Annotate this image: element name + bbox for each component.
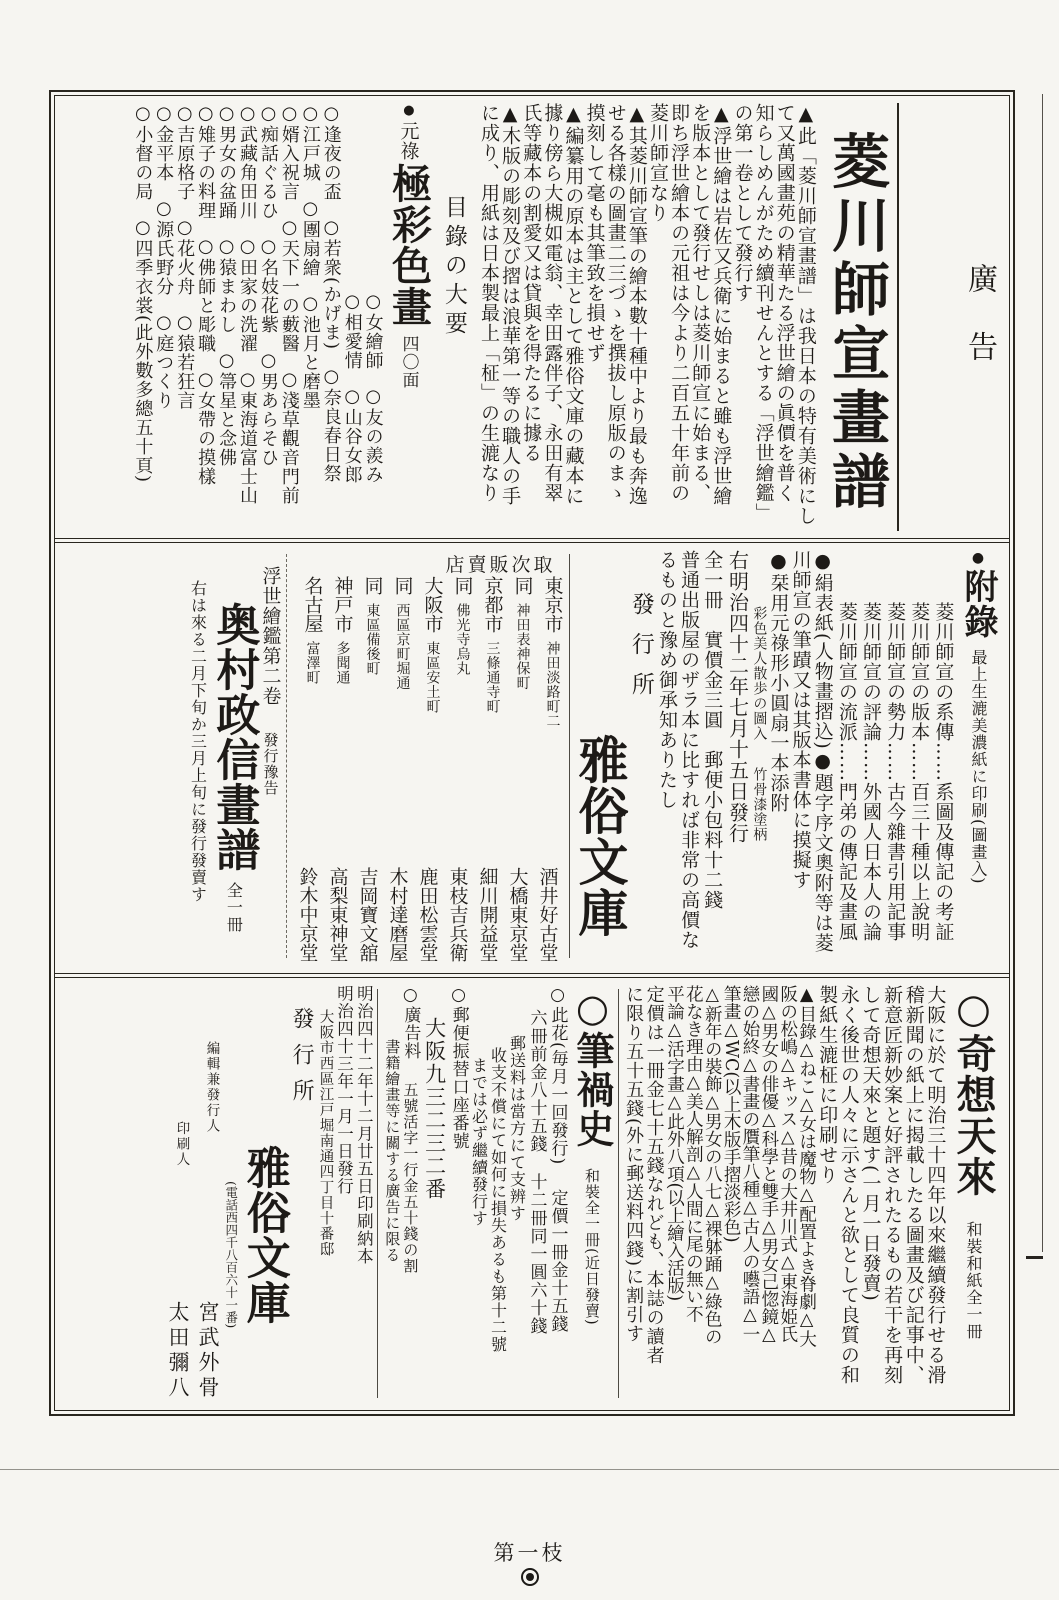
catalog-item: ○山谷女郎	[341, 386, 363, 484]
colophon-issued-date: 明治四十三年一月一日發行	[334, 985, 354, 1195]
catalog-item: ○雉子の料理	[195, 103, 217, 220]
section-hishikawa-moronobu	[55, 96, 1009, 538]
bullet-icon: ●	[970, 550, 986, 567]
catalog-item: ○佛師と彫職	[195, 236, 217, 353]
appendix-item: 菱川師宣の流派……門弟の傳記及畫風	[835, 602, 858, 942]
page-caption: 第一枝	[493, 1541, 566, 1565]
kisotenrai-index-column: △新年の裝飾△男女の八七△裸躰踊△綠色の	[702, 985, 723, 1345]
distributor-city: 神戸市	[331, 576, 354, 633]
distributor-entry	[442, 576, 472, 966]
catalog-item: ○江戸城	[299, 103, 321, 182]
catalog-column	[196, 103, 215, 531]
preview-label: 發行豫告	[261, 732, 280, 796]
postal-transfer-label: ○郵便振替口座番號	[448, 985, 469, 1150]
preview-volume: 全一冊	[224, 882, 244, 933]
catalog-column	[217, 103, 236, 531]
distributor-city: 東京市	[541, 576, 564, 633]
distributor-city: 名古屋	[301, 576, 324, 633]
distributors-section	[292, 550, 564, 966]
catalog-item: ○團扇繪	[299, 198, 321, 277]
distributor-name: 吉岡寶文舘	[356, 867, 379, 962]
catalog-item: ○池月と磨墨	[299, 293, 321, 410]
advertisement-frame	[49, 90, 1015, 1416]
distributor-name: 木村達磨屋	[386, 867, 409, 962]
konohana-price: 定價一冊金十五錢	[547, 1189, 568, 1334]
intro-column: ▲編纂用の原本は主として雅俗文庫の藏本に	[562, 103, 585, 506]
konohana-column	[548, 985, 566, 1407]
distributor-address: 東區備後町	[364, 603, 381, 676]
vertical-rule	[618, 989, 619, 1398]
kisotenrai-index-column: ▲目錄△ねこ△女は魔物△配置よき脊劇△大	[796, 985, 817, 1348]
catalog-item: ○婿入祝言	[278, 103, 300, 201]
catalog-item: ○天下一の藪醫	[278, 217, 300, 353]
ad-rate-note: 書籍繪畫等に關する廣告に限る	[383, 1039, 402, 1263]
distributor-address: 神田表神保町	[514, 603, 531, 690]
distributor-entry	[532, 576, 562, 966]
catalog-item: ○奈良春日祭	[320, 366, 342, 484]
konohana-prepay-6: 六冊前金八十五錢	[526, 1009, 547, 1153]
bookmark-detail: 竹骨漆塗柄	[751, 767, 768, 842]
kisotenrai-paragraph-column: 稽新聞の紙上に揭載したる圖畫及び記事中、	[902, 985, 925, 1385]
colophon-address: 大阪市西區江戸堀南通四丁目十番邸	[317, 1009, 334, 1257]
appendix-item: 菱川師宣の系傳……系圖及傳記の考証	[932, 602, 955, 942]
konohana-postage-note: 郵送料は當方にて支辨す	[507, 1035, 527, 1222]
distributor-entry	[502, 576, 532, 966]
konohana-continuation-note: 收支不償にて如何に損失あるも第十二號	[488, 1047, 508, 1353]
intro-column: 知らしめんがため續刊せんとする「浮世繪鑑」	[752, 103, 775, 523]
distributor-name: 大橋東京堂	[506, 867, 529, 962]
distributor-entry	[322, 576, 352, 966]
registration-mark-dot	[526, 1573, 534, 1581]
distributor-address: 東區安土町	[424, 641, 441, 714]
preview-series-column	[260, 550, 280, 966]
hikkashi-subtitle: 和裝全一冊(近日發賣)	[583, 1168, 601, 1326]
catalog-column	[154, 103, 173, 531]
appendix-title-column	[958, 550, 998, 966]
distributor-city: 京都市	[481, 576, 504, 633]
distributor-name: 酒井好古堂	[536, 867, 559, 962]
hikkashi-title: ○筆禍史	[570, 985, 615, 1148]
catalog-item: ○四季衣裳(此外數多總五十頁)	[132, 217, 154, 484]
vertical-rule	[377, 989, 378, 1398]
publisher-label: 發行所	[627, 592, 654, 712]
distributor-address: 神田淡路町二	[544, 641, 561, 728]
preview-series: 浮世繪鑑第二卷	[259, 566, 282, 706]
price-column: 全一冊 實價金三圓 郵便小包料十二錢	[701, 550, 724, 910]
distributor-city: 同	[361, 576, 384, 595]
catalog-item: ○花火舟	[174, 217, 196, 296]
main-title: 菱川師宣畫譜	[822, 131, 890, 515]
intro-column: せる各樣の圖畫二三づゝを撰拔し原版のまゝ	[604, 103, 627, 503]
catalog-item: ○猿まわし	[216, 236, 238, 334]
bookmark-detail-column	[751, 550, 766, 966]
advert-label: 廣告	[962, 263, 997, 399]
binding-note-column: ●絹表紙(人物畫摺込)●題字序文奧附等は菱	[811, 550, 834, 953]
catalog-era: 元祿	[397, 121, 420, 161]
distributor-entry	[472, 576, 502, 966]
kisotenrai-price-column: に限り五十五錢(外に郵送料四錢)に割引す	[623, 985, 645, 1344]
appendix-item: 菱川師宣の評論……外國人日本人の論	[859, 602, 882, 942]
kisotenrai-title-column	[950, 985, 997, 1407]
distributors-header: 取次販賣店	[445, 554, 556, 576]
catalog-item: ○相愛情	[341, 291, 363, 370]
catalog-count: 四〇面	[398, 335, 419, 389]
publication-date: 右明治四十二年七月十五日發行	[725, 550, 750, 844]
publisher-label: 發行所	[289, 1007, 315, 1115]
kisotenrai-subtitle: 和裝和紙全一冊	[964, 1221, 983, 1340]
distributor-entry	[382, 576, 412, 966]
catalog-item: ○猿若狂言	[174, 312, 196, 410]
konohana-prepay-column	[527, 985, 545, 1407]
catalog-title: 極彩色畫	[385, 163, 433, 327]
bookmark-note-column: ●栞用元祿形小圓扇一本添附	[767, 550, 790, 813]
distributor-address: 佛光寺烏丸	[454, 603, 471, 676]
distributor-city: 同	[511, 576, 534, 595]
distributor-name: 鹿田松雲堂	[416, 867, 439, 962]
preview-title-column	[208, 550, 260, 966]
intro-column: 菱川師宣なり	[646, 103, 669, 223]
distributor-address: 西區京町堀通	[394, 603, 411, 690]
kisotenrai-paragraph-column: 大阪に於て明治三十四年以來繼續發行せる滑	[924, 985, 947, 1385]
catalog-item: ○庭つくり	[153, 312, 175, 410]
price-note-column: るものと豫め御承知ありたし	[656, 550, 679, 810]
preview-title: 奥村政信畫譜	[208, 602, 260, 872]
distributor-address: 多聞通	[334, 641, 351, 685]
bookmark-detail: 彩色美人散歩の圖入	[751, 606, 768, 741]
catalog-column	[342, 103, 361, 531]
catalog-item: ○小督の局	[132, 103, 154, 201]
appendix-item: 菱川師宣の版本……百三十種以上說明	[908, 602, 931, 942]
printer-label: 印刷人	[173, 1121, 190, 1168]
catalog-item: ○田家の洗濯	[237, 236, 259, 353]
colophon-printed-date: 明治四十二年十二月廿五日印刷納本	[354, 985, 374, 1265]
catalog-item: ○痴話ぐるひ	[257, 103, 279, 220]
catalog-column	[133, 103, 152, 531]
catalog-title-column	[385, 103, 433, 531]
distributor-name: 東枝吉兵衛	[446, 867, 469, 962]
catalog-item: ○源氏野分	[153, 198, 175, 296]
intro-column: 摸刻して毫も其筆致を損せず	[583, 103, 606, 363]
postal-transfer-number: 大阪九三二三二番	[422, 1017, 447, 1201]
intro-column: ▲此「菱川師宣畫譜」は我日本の特有美術にし	[794, 103, 817, 526]
editor-label: 編輯兼發行人	[203, 1041, 220, 1134]
printer-column	[165, 985, 192, 1407]
distributor-name: 細川開益堂	[476, 867, 499, 962]
catalog-column	[363, 103, 382, 531]
kisotenrai-price-column: 定價は一冊金七十五錢なれども、本誌の讀者	[643, 985, 665, 1365]
kisotenrai-paragraph-column: 製紙生漉柾に印刷せり	[816, 985, 839, 1185]
intro-column: を版本として發行せしは菱川師宣に始まる、	[689, 103, 712, 503]
vertical-rule-dashed	[286, 554, 287, 958]
editor-column	[195, 985, 222, 1407]
publisher-name: 雅俗文庫	[570, 734, 630, 938]
catalog-item: ○吉原格子	[174, 103, 196, 201]
catalog-item: ○淺草觀音門前	[278, 369, 300, 505]
catalog-column	[279, 103, 298, 531]
editor-name: 宮武外骨	[196, 1301, 221, 1401]
distributor-city: 同	[391, 576, 414, 595]
distributor-name: 鈴木中京堂	[296, 867, 319, 962]
kisotenrai-title: ○奇想天來	[950, 985, 997, 1197]
catalog-header: 目錄の大要	[440, 195, 467, 340]
advertisement-frame-inner	[54, 95, 1010, 1411]
intro-column: に成り、用紙は日本製最上「柾」の生漉なり	[477, 103, 500, 503]
intro-column: の第一卷として發行す	[731, 103, 754, 303]
page-edge-line	[1042, 94, 1043, 1252]
catalog-item: ○東海道富士山	[237, 369, 259, 505]
ad-rate-value: 五號活字一行金五十錢の割	[401, 1082, 420, 1274]
printer-name: 太田彌八	[166, 1301, 191, 1401]
hikkashi-title-column	[570, 985, 615, 1407]
margin-dash-mark	[1026, 1256, 1043, 1259]
catalog-column	[259, 103, 278, 531]
intro-column: 據り傍ら大槻如電翁、幸田露伴子、永田有翠	[541, 103, 564, 503]
publisher-telephone: (電話西四千八百六十一番)	[223, 1181, 239, 1329]
registration-mark-icon	[521, 1568, 539, 1586]
distributor-entry	[292, 576, 322, 966]
catalog-column	[238, 103, 257, 531]
catalog-item: ○武藏角田川	[237, 103, 259, 220]
kisotenrai-index-column: 花なき理由△美人解剖△人間に尾の無い不	[683, 985, 704, 1323]
appendix-title: 附錄	[958, 569, 998, 639]
appendix-subtitle: 最上生漉美濃紙に印刷(圖畫入)	[969, 649, 988, 885]
distributor-entry	[412, 576, 442, 966]
catalog-item: ○女繪師	[362, 291, 384, 370]
catalog-item: ○若衆(かげま)	[320, 217, 342, 351]
catalog-column	[300, 103, 319, 531]
intro-column: ▲其菱川師宣筆の繪本數十種中より最も奔逸	[625, 103, 648, 506]
catalog-item: ○逢夜の盃	[320, 103, 342, 201]
catalog-item: ○男女の盆踊	[216, 103, 238, 220]
intro-column: て又萬國畫苑の精華たる浮世繪の眞價を普く	[773, 103, 796, 503]
intro-column: ▲木版の彫刻及び摺は浪華第一等の職人の手	[499, 103, 522, 506]
intro-column: ▲浮世繪は岩佐又兵衛に始まると雖も浮世繪	[710, 103, 733, 506]
distributor-city: 同	[451, 576, 474, 595]
appendix-item: 菱川師宣の勢力……古今雜書引用記事	[884, 602, 907, 942]
kisotenrai-index-column: 平論△活字畫△此外八項(以上繪入活版)	[664, 985, 685, 1302]
binding-note-column: 川師宣の筆蹟又は其版本書体に摸擬す	[789, 550, 812, 890]
kisotenrai-paragraph-column: 新意匠新妙案と好評されたるもの若干を再刻	[881, 985, 904, 1385]
catalog-item: ○金平本	[153, 103, 175, 182]
publisher-name: 雅俗文庫	[238, 1145, 290, 1325]
distributor-city: 大阪市	[421, 576, 444, 633]
catalog-item: ○男あらそひ	[257, 350, 279, 467]
distributor-address: 富澤町	[304, 641, 321, 685]
intro-column: 即ち浮世繪本の元祖は今より二百五十年前の	[668, 103, 691, 503]
distributor-entry	[352, 576, 382, 966]
intro-column: 氏等藏本の割愛又は貸與を得たるに據る	[520, 103, 543, 463]
section-appendix-publisher	[55, 543, 1009, 973]
preview-note: 右は來る二月下旬か三月上旬に發行發賣す	[188, 580, 208, 903]
ad-rate-label: ○廣告料	[400, 985, 421, 1060]
catalog-column	[175, 103, 194, 531]
kisotenrai-paragraph-column: 永く後世の人々に示さんと欲として良質の和	[837, 985, 860, 1385]
catalog-item: ○箒星と念佛	[216, 350, 238, 467]
price-note-column: 普通出版屋のザラ本に比すれば非常の高價な	[678, 550, 701, 950]
catalog-item: ○名妓花紫	[257, 236, 279, 334]
advert-label-column	[897, 103, 1001, 531]
vertical-rule	[569, 554, 570, 958]
catalog-item: ○友の羨み	[362, 386, 384, 484]
catalog-column	[321, 103, 340, 531]
konohana-prepay-12: 十二冊同一圓六十錢	[526, 1173, 547, 1335]
konohana-continuation-note: までは必ず繼續發行す	[469, 1057, 489, 1227]
section-kisotenrai-colophon	[55, 978, 1009, 1411]
ad-rate-column	[401, 985, 419, 1407]
kisotenrai-index-column: 筆畫△WC(以上木版手摺淡彩色)	[721, 985, 742, 1243]
kisotenrai-index-column: 國△男女の俳優△科學と雙手△男女己惚鏡△	[758, 985, 779, 1345]
kisotenrai-paragraph-column: して奇想天來と題す(一月一日發賣)	[859, 985, 882, 1302]
distributor-address: 三條通寺町	[484, 641, 501, 714]
kisotenrai-index-column: 戀の始終△書畫の贋筆八種△古人の囈語△一	[740, 985, 761, 1343]
kisotenrai-index-column: 阪の松嶋△キッス△昔の大井川式△東海姫氏	[777, 985, 798, 1343]
distributors-list	[292, 576, 562, 966]
catalog-item: ○女帶の摸樣	[195, 369, 217, 486]
footer-rule	[0, 1469, 1059, 1470]
konohana-title: ○此花(毎月一回發行)	[547, 985, 568, 1166]
distributor-name: 高梨東神堂	[326, 867, 349, 962]
bullet-icon: ●	[401, 103, 417, 119]
